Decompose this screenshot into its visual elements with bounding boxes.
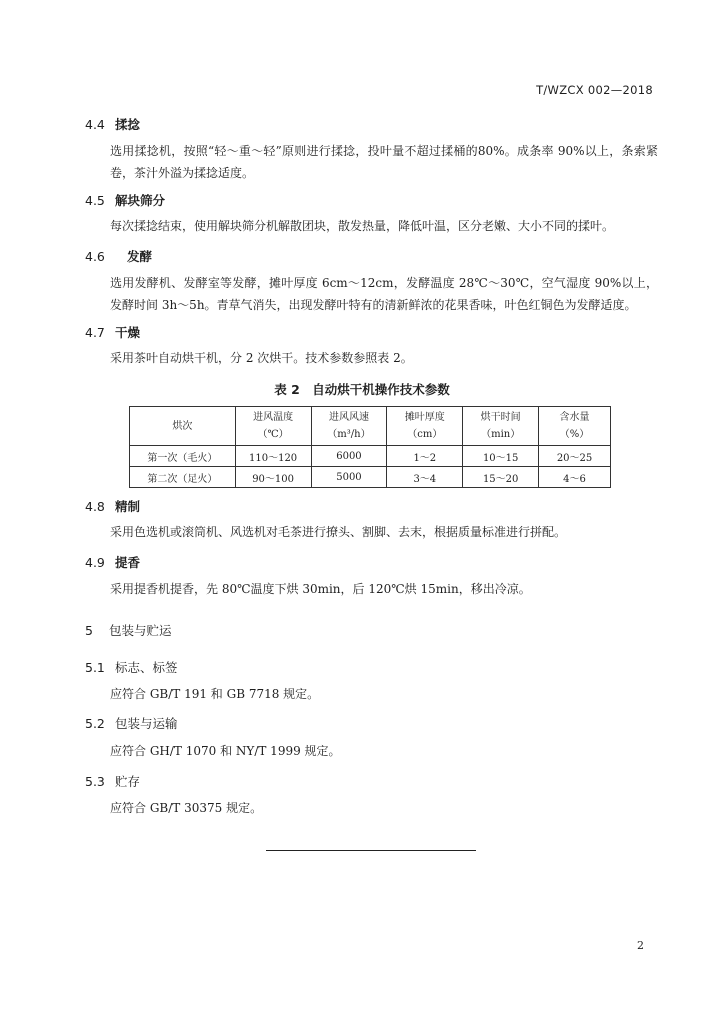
section-paragraph: 应符合 GB/T 30375 规定。 (110, 801, 263, 815)
table-header-cell (130, 407, 236, 446)
header-unit: （cm） (407, 429, 443, 440)
section-number: 5.1 (85, 660, 105, 675)
header-unit: （min） (481, 429, 521, 440)
section-paragraph: 采用提香机提香，先 80℃温度下烘 30min，后 120℃烘 15min，移出冷凉。 (110, 582, 531, 596)
page-number: 2 (637, 939, 644, 952)
table-cell: 6000 (311, 446, 387, 467)
section-heading (85, 497, 140, 515)
table-header-cell (463, 407, 539, 446)
section-paragraph: 选用揉捻机，按照“轻～重～轻”原则进行揉捻，投叶量不超过揉桶的80%。成条率 90%以上，条索紧卷，茶汁外溢为揉捻适度。 (110, 144, 658, 180)
table-cell: 110～120 (235, 446, 311, 467)
table-header-row (130, 407, 611, 446)
header-line: 烘干时间 (480, 412, 521, 423)
table-caption: 表 2 自动烘干机操作技术参数 (274, 382, 450, 397)
section-heading (85, 658, 178, 676)
end-rule (266, 850, 476, 851)
section-heading (85, 323, 140, 341)
section-heading (85, 714, 178, 732)
section-number: 4.8 (85, 499, 105, 514)
header-line: 烘次 (172, 420, 193, 432)
header-unit: （℃） (257, 429, 289, 440)
table-header-cell (235, 407, 311, 446)
section-title: 解块筛分 (115, 193, 166, 208)
table-cell: 90～100 (235, 467, 311, 488)
header-line: 进风风速 (328, 412, 369, 423)
section-title: 标志、标签 (115, 660, 178, 675)
section-heading (85, 191, 165, 209)
section-number: 4.5 (85, 193, 105, 208)
section-number: 4.6 (85, 249, 105, 264)
table-cell: 第二次（足火） (130, 467, 236, 488)
table-cell: 1～2 (387, 446, 463, 467)
section-heading (85, 247, 152, 265)
header-line: 进风温度 (253, 412, 294, 423)
section-title: 发酵 (127, 249, 153, 264)
section-title: 揉捻 (115, 117, 141, 132)
section-number: 5.3 (85, 774, 105, 789)
document-code: T/WZCX 002—2018 (536, 83, 653, 97)
section-heading (85, 772, 140, 790)
section-number: 5.2 (85, 716, 105, 731)
section-number: 5 (85, 623, 93, 638)
header-unit: （%） (559, 429, 590, 440)
section-number: 4.9 (85, 555, 105, 570)
section-title: 提香 (115, 555, 141, 570)
header-line: 摊叶厚度 (404, 412, 445, 423)
chapter-heading (85, 621, 172, 639)
section-paragraph: 应符合 GB/T 191 和 GB 7718 规定。 (110, 687, 320, 701)
section-number: 4.4 (85, 117, 105, 132)
section-heading (85, 553, 140, 571)
parameter-table (129, 406, 611, 488)
section-paragraph: 采用茶叶自动烘干机，分 2 次烘干。技术参数参照表 2。 (110, 351, 413, 365)
section-paragraph: 采用色选机或滚筒机、风选机对毛茶进行撩头、割脚、去末，根据质量标准进行拼配。 (110, 525, 567, 539)
header-unit: （m³/h） (327, 429, 371, 440)
section-title: 精制 (115, 499, 141, 514)
section-title: 干燥 (115, 325, 141, 340)
table-cell: 10～15 (463, 446, 539, 467)
header-line: 含水量 (559, 412, 590, 423)
section-title: 包装与贮运 (109, 623, 172, 638)
table-row (130, 467, 611, 488)
table-cell: 15～20 (463, 467, 539, 488)
table-cell: 4～6 (539, 467, 611, 488)
section-paragraph: 选用发酵机、发酵室等发酵，摊叶厚度 6cm～12cm，发酵温度 28℃～30℃，空气湿度 90%以上，发酵时间 3h～5h。青草气消失，出现发酵叶特有的清新鲜浓的花果香味，叶色红铜色为发酵适度。 (110, 276, 658, 312)
table-header-cell (311, 407, 387, 446)
table-cell: 第一次（毛火） (130, 446, 236, 467)
section-paragraph: 应符合 GH/T 1070 和 NY/T 1999 规定。 (110, 744, 341, 758)
section-paragraph: 每次揉捻结束，使用解块筛分机解散团块，散发热量，降低叶温，区分老嫩、大小不同的揉叶。 (110, 219, 615, 233)
table-cell: 5000 (311, 467, 387, 488)
table-cell: 20～25 (539, 446, 611, 467)
section-title: 贮存 (115, 774, 141, 789)
section-title: 包装与运输 (115, 716, 178, 731)
section-heading (85, 115, 140, 133)
section-number: 4.7 (85, 325, 105, 340)
table-header-cell (539, 407, 611, 446)
table-cell: 3～4 (387, 467, 463, 488)
table-row (130, 446, 611, 467)
table-header-cell (387, 407, 463, 446)
